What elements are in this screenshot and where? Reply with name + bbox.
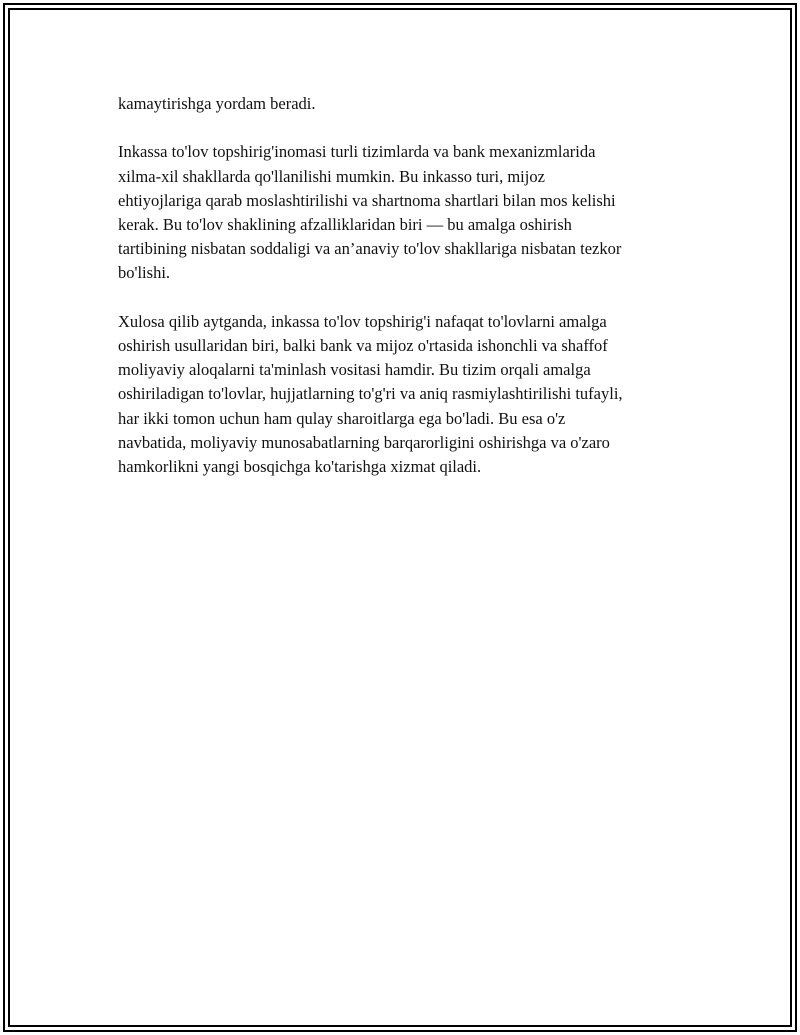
- paragraph-2: [118, 140, 703, 285]
- text-line: bo'lishi.: [118, 263, 171, 283]
- text-line: hamkorlikni yangi bosqichga ko'tarishga xizmat qiladi.: [118, 457, 482, 477]
- paragraph-1: [118, 92, 703, 116]
- text-line: Inkassa to'lov topshirig'inomasi turli tizimlarda va bank mexanizmlarida: [118, 142, 596, 162]
- text-line: tartibining nisbatan soddaligi va an’anaviy to'lov shakllariga nisbatan tezkor: [118, 239, 622, 259]
- text-line: moliyaviy aloqalarni ta'minlash vositasi hamdir. Bu tizim orqali amalga: [118, 360, 591, 380]
- text-line: har ikki tomon uchun ham qulay sharoitlarga ega bo'ladi. Bu esa o'z: [118, 408, 566, 428]
- paragraph-3: [118, 310, 703, 479]
- text-line: ehtiyojlariga qarab moslashtirilishi va shartnoma shartlari bilan mos kelishi: [118, 190, 616, 210]
- text-line: xilma-xil shakllarda qo'llanilishi mumkin. Bu inkasso turi, mijoz: [118, 166, 545, 186]
- text-line: navbatida, moliyaviy munosabatlarning barqarorligini oshirishga va o'zaro: [118, 432, 610, 452]
- text-line: oshiriladigan to'lovlar, hujjatlarning to'g'ri va aniq rasmiylashtirilishi tufayli,: [118, 384, 623, 404]
- text-line: Xulosa qilib aytganda, inkassa to'lov topshirig'i nafaqat to'lovlarni amalga: [118, 311, 607, 331]
- text-line: kamaytirishga yordam beradi.: [118, 94, 316, 113]
- text-line: kerak. Bu to'lov shaklining afzalliklaridan biri — bu amalga oshirish: [118, 215, 572, 234]
- text-line: oshirish usullaridan biri, balki bank va mijoz o'rtasida ishonchli va shaffof: [118, 336, 608, 355]
- document-body: [118, 92, 703, 503]
